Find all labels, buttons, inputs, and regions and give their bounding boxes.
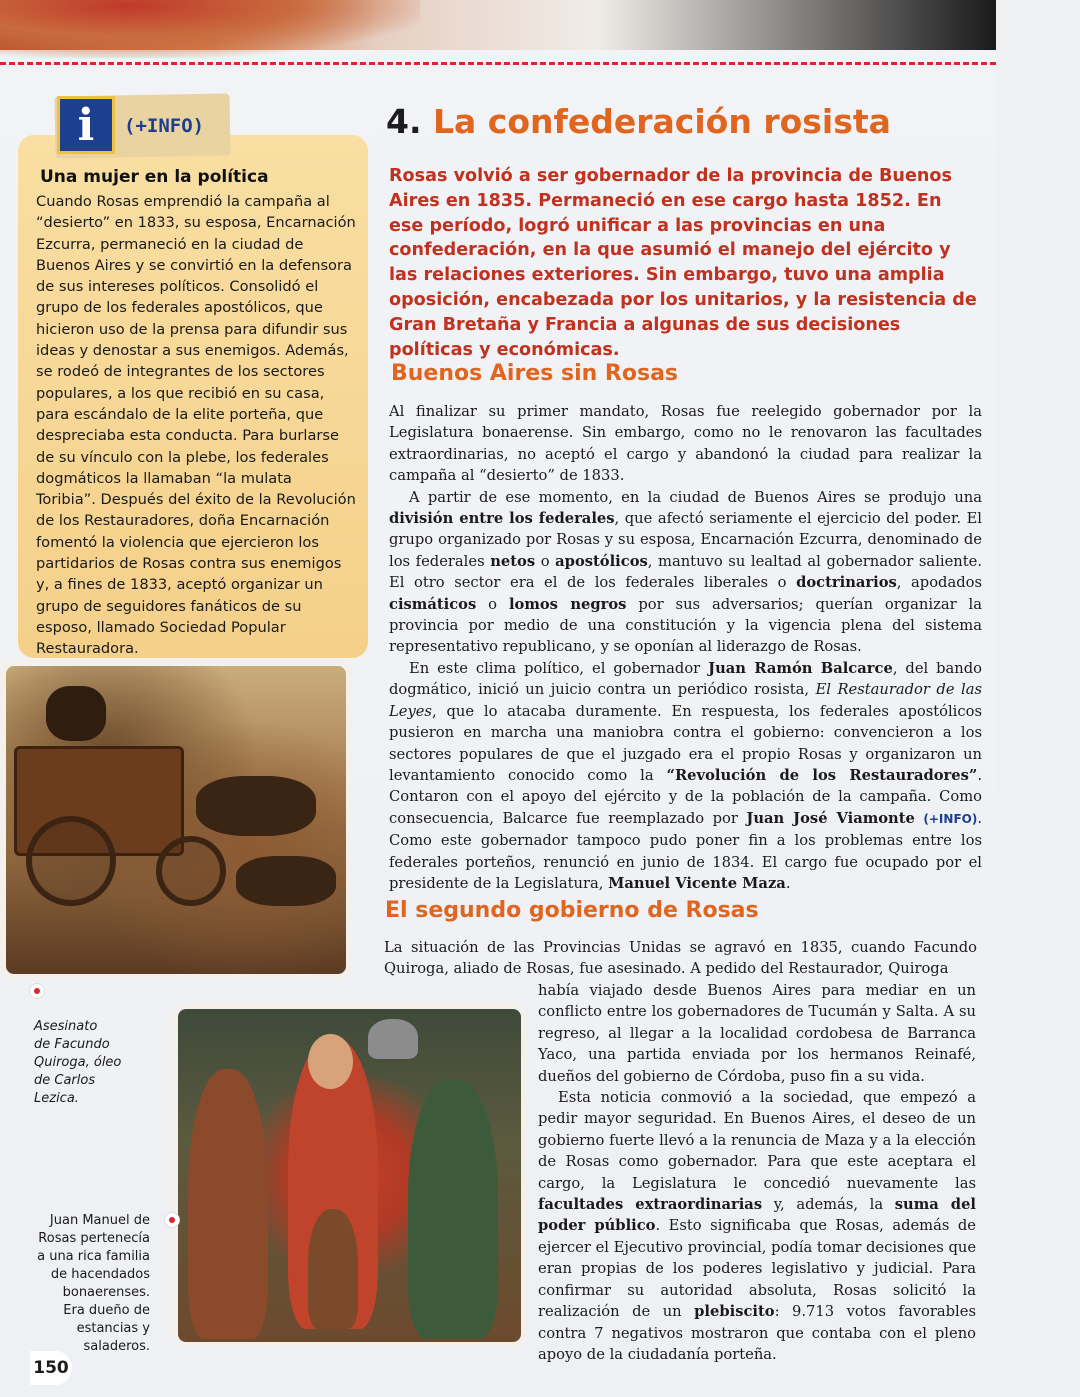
section2-intro [384,937,977,980]
chapter-title-text: La confederación rosista [433,102,891,141]
caption-line: de Carlos [34,1073,96,1088]
caption-line: Asesinato [34,1019,98,1034]
bold-term: lomos negros [508,595,627,613]
text-run: . Contaron con el apoyo del ejército y de la población de la campaña. Como consecuencia, Balcarce fue reemplazado por [389,766,983,827]
text-run: o [535,552,556,570]
text-run: . Esto significaba que Rosas, además de ejercer el Ejecutivo provincial, podía tomar decisiones que eran propias de los poderes legislativo y judicial. Para confirmar su autoridad absoluta, Rosas solicitó la realización de un [538,1217,977,1321]
text-run: , mantuvo su lealtad al gobernador saliente. El otro sector era el de los federales liberales o [389,552,982,592]
caption-marker-dot [30,984,44,998]
section1-body [389,401,982,894]
bold-term: “Revolución de los Restauradores” [666,766,978,784]
info-link[interactable]: (+INFO) [923,811,978,826]
chapter-title [386,102,891,141]
bold-term: suma del poder público [538,1196,976,1235]
chapter-intro: Rosas volvió a ser gobernador de la provincia de Buenos Aires en 1835. Permaneció en ese cargo hasta 1852. En ese período, logró unificar a las provincias en una confederación, en la que asumió el manejo del ejército y las relaciones exteriores. Sin embargo, tuvo una amplia oposición, encabezada por los unitarios, y la resistencia de Gran Bretaña y Francia a algunas de sus decisiones políticas y económicas. [389,166,977,360]
caption-line: a una rica familia [37,1249,150,1264]
paragraph [538,1087,976,1365]
text-run: por sus adversarios; querían organizar la provincia por medio de una constitución y la vigencia plena del sistema representativo republicano, y se oponían al liderazgo de Rosas. [389,595,982,656]
painting-face [308,1034,353,1089]
text-run: En este clima político, el gobernador [409,659,709,677]
painting-figure [188,1069,268,1339]
painting-rider [46,686,106,741]
painting-wheel [26,816,116,906]
caption-line: Juan Manuel de [49,1213,150,1228]
text-run: o [476,595,509,613]
text-run: . Como este gobernador tampoco pudo poner fin a los problemas entre los federales porteños, renunció en junio de 1834. El cargo fue ocupado por el presidente de la Legislatura, [389,809,982,892]
info-tag: (+INFO) [124,115,205,137]
header-painting-strip [0,0,996,50]
caption-line: Lezica. [34,1091,79,1106]
bold-term: división entre los federales [389,510,615,528]
painting-wheel [156,836,226,906]
bold-term: Manuel Vicente Maza [608,874,786,892]
text-run: , apodados [896,574,982,592]
caption-marker-dot [165,1213,179,1227]
bold-term: netos [490,552,536,570]
caption-line: de Facundo [34,1037,110,1052]
caption-line: estancias y [76,1321,150,1336]
caption-line: Era dueño de [63,1303,150,1318]
paragraph: La situación de las Provincias Unidas se agravó en 1835, cuando Facundo Quiroga, aliado de Rosas, fue asesinado. A pedido del Restaurador, Quiroga [384,939,977,978]
dashed-divider [0,62,996,65]
caption-line: Rosas pertenecía [38,1231,150,1246]
bold-term: apostólicos [555,552,648,570]
text-run: y, además, la [762,1196,895,1214]
painting-asesinato-quiroga [0,660,352,980]
text-run: , que lo atacaba duramente. En respuesta, los federales apostólicos pusieron en marcha una maniobra contra el gobierno: convencieron a los sectores populares de que el juzgado era el propio Rosas y organizaron un levantamiento conocido como la [389,702,982,784]
bold-term: cismáticos [389,595,477,613]
paragraph [389,487,982,658]
text-run: A partir de ese momento, en la ciudad de Buenos Aires se produjo una [409,488,982,506]
painting-horse [196,776,316,836]
painting-horse [236,856,336,906]
info-title: Una mujer en la política [40,167,269,187]
painting-child [308,1209,358,1329]
italic-title: El Restaurador de las Leyes [389,681,982,720]
info-body: Cuando Rosas emprendió la campaña al “desierto” en 1833, su esposa, Encarnación Ezcurra, permaneció en la ciudad de Buenos Aires y se convirtió en la defensora de sus intereses políticos. Consolidó el grupo de los federales apostólicos, que hicieron uso de la prensa para difundir sus ideas y denostar a sus enemigos. Además, se rodeó de integrantes de los sectores populares, a los que recibió en su casa, para escándalo de la elite porteña, que despreciaba esta conducta. Para burlarse de su vínculo con la plebe, los federales dogmáticos la llamaban “la mulata Toribia”. Después del éxito de la Revolución de los Restauradores, doña Encarnación fomentó la violencia que ejercieron los partidarios de Rosas contra sus enemigos y, a fines de 1833, aceptó organizar un grupo de seguidores fanáticos de su esposo, llamado Sociedad Popular Restauradora. [36,193,356,658]
caption-line: de hacendados [50,1267,150,1282]
bold-term: Juan José Viamonte [746,809,915,827]
header-splash [0,0,420,58]
section2-body [538,980,976,1365]
caption-line: Quiroga, óleo [34,1055,122,1070]
text-run: : 9.713 votos favorables contra 7 negativos mostraron que contaba con el pleno apoyo de la ciudadanía porteña. [538,1303,976,1363]
page-number: 150 [30,1351,72,1385]
text-run: Esta noticia conmovió a la sociedad, que empezó a pedir mayor seguridad. En Buenos Aires, el deseo de un gobierno fuerte llevó a la renuncia de Maza y a la elección de Rosas como gobernador. Para que este aceptara el cargo, la Legislatura le concedió nuevamente las [538,1089,976,1192]
chapter-number: 4. [386,102,422,141]
caption-painting2 [30,1212,150,1356]
section-title-segundo-gobierno: El segundo gobierno de Rosas [385,898,759,923]
paragraph: había viajado desde Buenos Aires para mediar en un conflicto entre los gobernadores de Tucumán y Salta. A su regreso, al llegar a la localidad cordobesa de Barranca Yaco, una partida enviada por los hermanos Reinafé, dueños del gobierno de Córdoba, puso fin a su vida. [538,982,976,1085]
info-icon: i [57,96,115,154]
text-run: . [785,874,791,892]
caption-line: bonaerenses. [62,1285,150,1300]
caption-painting1 [34,1018,121,1108]
painting-figure [408,1079,498,1339]
bold-term: facultades extraordinarias [538,1196,763,1214]
paragraph: Al finalizar su primer mandato, Rosas fue reelegido gobernador por la Legislatura bonaerense. Sin embargo, como no le renovaron las facultades extraordinarias, no aceptó el cargo y abandonó la ciudad para realizar la campaña al “desierto” de 1833. [389,403,982,485]
bold-term: doctrinarios [796,574,897,592]
paragraph [389,658,982,894]
text-run: , del bando dogmático, inició un juicio contra un periódico rosista, [389,659,983,699]
painting-rosas [172,1003,527,1348]
painting-hat [368,1019,418,1059]
section-title-buenos-aires: Buenos Aires sin Rosas [391,361,679,386]
bold-term: plebiscito [694,1303,775,1321]
text-run: , que afectó seriamente el ejercicio del poder. El grupo organizado por Rosas y su esposa, Encarnación Ezcurra, denominado de los federales [389,510,983,570]
bold-term: Juan Ramón Balcarce [708,659,893,677]
caption-line: saladeros. [83,1339,150,1354]
